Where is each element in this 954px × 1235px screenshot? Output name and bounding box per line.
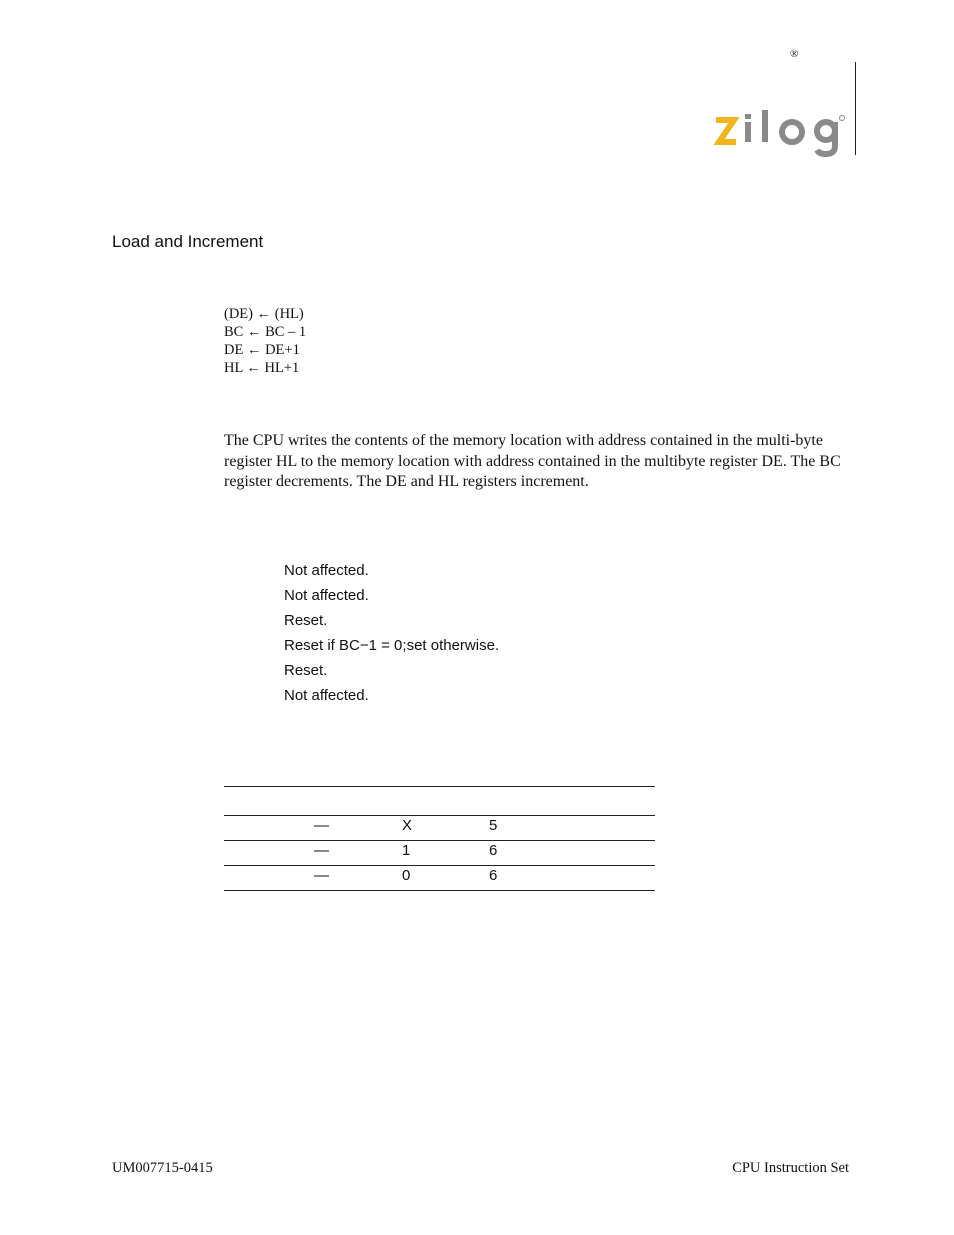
operation-line: (DE) ← (HL) bbox=[224, 306, 304, 322]
operation-line: BC ← BC – 1 bbox=[224, 324, 307, 340]
section-title: Load and Increment bbox=[112, 232, 264, 251]
table-row bbox=[224, 816, 655, 841]
table-cell: 5 bbox=[489, 817, 498, 834]
condition-flags-list bbox=[284, 561, 499, 711]
table-cell: 6 bbox=[489, 842, 498, 859]
timing-table bbox=[224, 786, 655, 891]
registered-mark: ® bbox=[790, 48, 799, 60]
flag-item: Reset. bbox=[284, 662, 328, 679]
flag-item: Reset if BC−1 = 0;set otherwise. bbox=[284, 637, 500, 654]
zilog-logo bbox=[712, 108, 852, 158]
flag-item: Not affected. bbox=[284, 587, 369, 604]
flag-item: Not affected. bbox=[284, 687, 369, 704]
table-cell: 1 bbox=[402, 842, 411, 859]
table-row bbox=[224, 841, 655, 866]
table-header-row bbox=[224, 787, 655, 816]
table-row bbox=[224, 866, 655, 891]
operation-line: DE ← DE+1 bbox=[224, 342, 300, 358]
flag-item: Reset. bbox=[284, 612, 328, 629]
table-cell: 0 bbox=[402, 867, 411, 884]
footer-doc-id: UM007715-0415 bbox=[112, 1160, 213, 1176]
operation-block bbox=[224, 305, 306, 377]
table-cell: 6 bbox=[489, 867, 498, 884]
description-paragraph: The CPU writes the contents of the memory location with address contained in the multi-byte register HL to the memory location with address contained in the multibyte register DE. The BC register decrements. The DE and HL registers increment. bbox=[224, 432, 841, 490]
table-cell: — bbox=[314, 867, 329, 884]
footer-section: CPU Instruction Set bbox=[732, 1160, 849, 1176]
table-cell: — bbox=[314, 842, 329, 859]
table-cell: X bbox=[402, 817, 413, 834]
operation-line: HL ← HL+1 bbox=[224, 360, 300, 376]
flag-item: Not affected. bbox=[284, 562, 369, 579]
header-divider bbox=[855, 62, 856, 155]
table-cell: — bbox=[314, 817, 329, 834]
